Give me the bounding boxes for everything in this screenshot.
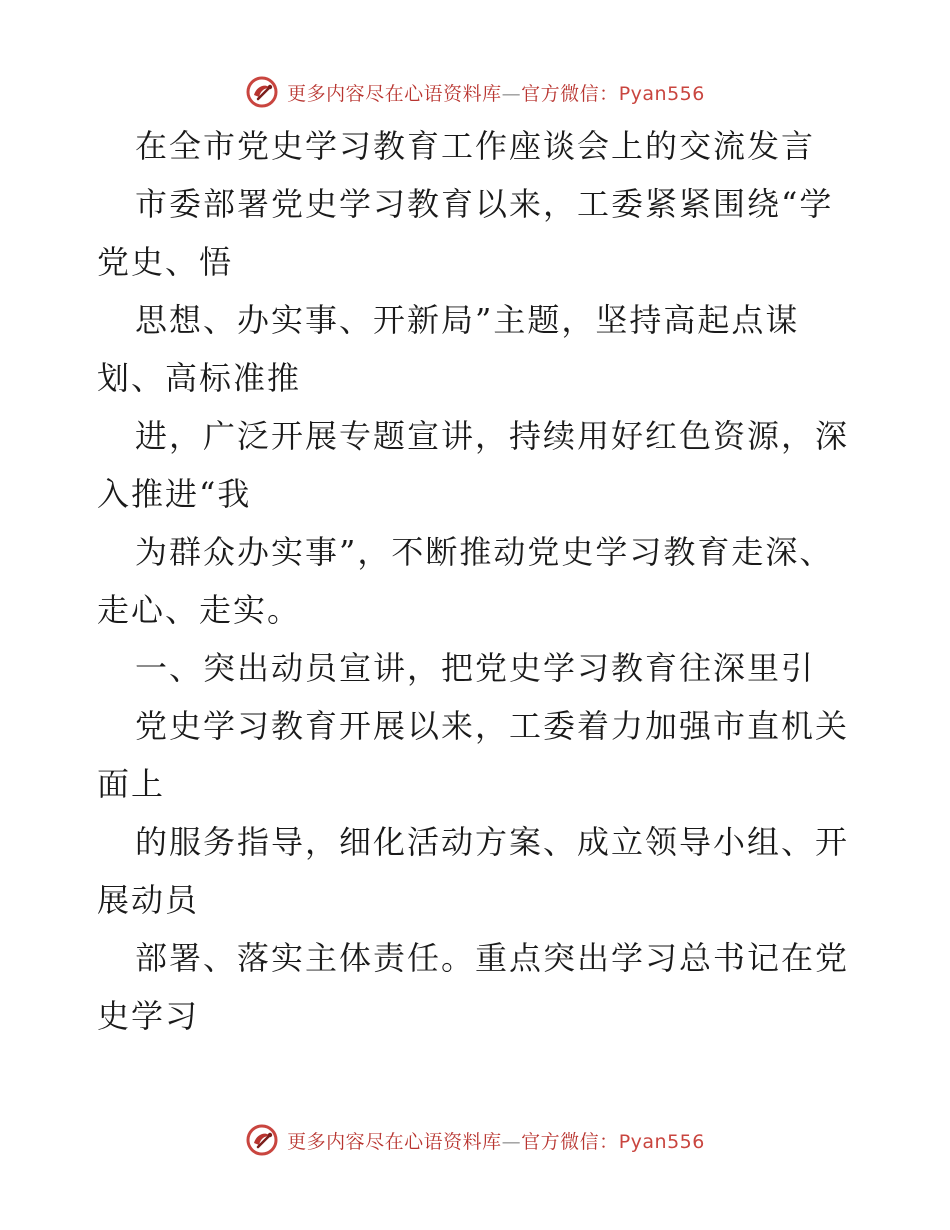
paragraph-line: 市委部署党史学习教育以来，工委紧紧围绕“学 xyxy=(135,185,834,223)
watermark-wechat-label: 官方微信： xyxy=(521,82,619,105)
paragraph-line: 划、高标准推 xyxy=(97,359,302,397)
watermark-dash: — xyxy=(501,82,522,105)
paragraph-line: 党史学习教育开展以来，工委着力加强市直机关 xyxy=(135,707,850,745)
watermark-wechat-label: 官方微信： xyxy=(521,1130,619,1153)
paragraph-line: 党史、悟 xyxy=(97,243,234,281)
document-body xyxy=(97,117,897,1045)
watermark-main-text: 更多内容尽在心语资料库 xyxy=(287,1130,502,1153)
paragraph-line: 入推进“我 xyxy=(97,475,252,513)
paragraph-line: 思想、办实事、开新局”主题，坚持高起点谋 xyxy=(135,301,800,339)
header-watermark xyxy=(0,72,950,112)
paragraph-line: 展动员 xyxy=(97,881,200,919)
paragraph-line: 的服务指导，细化活动方案、成立领导小组、开 xyxy=(135,823,850,861)
paragraph-line: 进，广泛开展专题宣讲，持续用好红色资源，深 xyxy=(135,417,850,455)
watermark-text xyxy=(287,1127,705,1154)
red-swirl-logo-icon xyxy=(245,75,279,109)
paragraph-line: 为群众办实事”，不断推动党史学习教育走深、 xyxy=(135,533,834,571)
paragraph-line: 走心、走实。 xyxy=(97,591,302,629)
watermark-main-text: 更多内容尽在心语资料库 xyxy=(287,82,502,105)
watermark-wechat-id: Pyan556 xyxy=(618,1130,705,1153)
red-swirl-logo-icon xyxy=(245,1123,279,1157)
section-heading: 一、突出动员宣讲，把党史学习教育往深里引 xyxy=(135,649,816,687)
footer-watermark xyxy=(0,1120,950,1160)
watermark-text xyxy=(287,79,705,106)
paragraph-line: 面上 xyxy=(97,765,166,803)
watermark-dash: — xyxy=(501,1130,522,1153)
document-title: 在全市党史学习教育工作座谈会上的交流发言 xyxy=(135,127,816,165)
watermark-wechat-id: Pyan556 xyxy=(618,82,705,105)
paragraph-line: 史学习 xyxy=(97,997,200,1035)
paragraph-line: 部署、落实主体责任。重点突出学习总书记在党 xyxy=(135,939,850,977)
